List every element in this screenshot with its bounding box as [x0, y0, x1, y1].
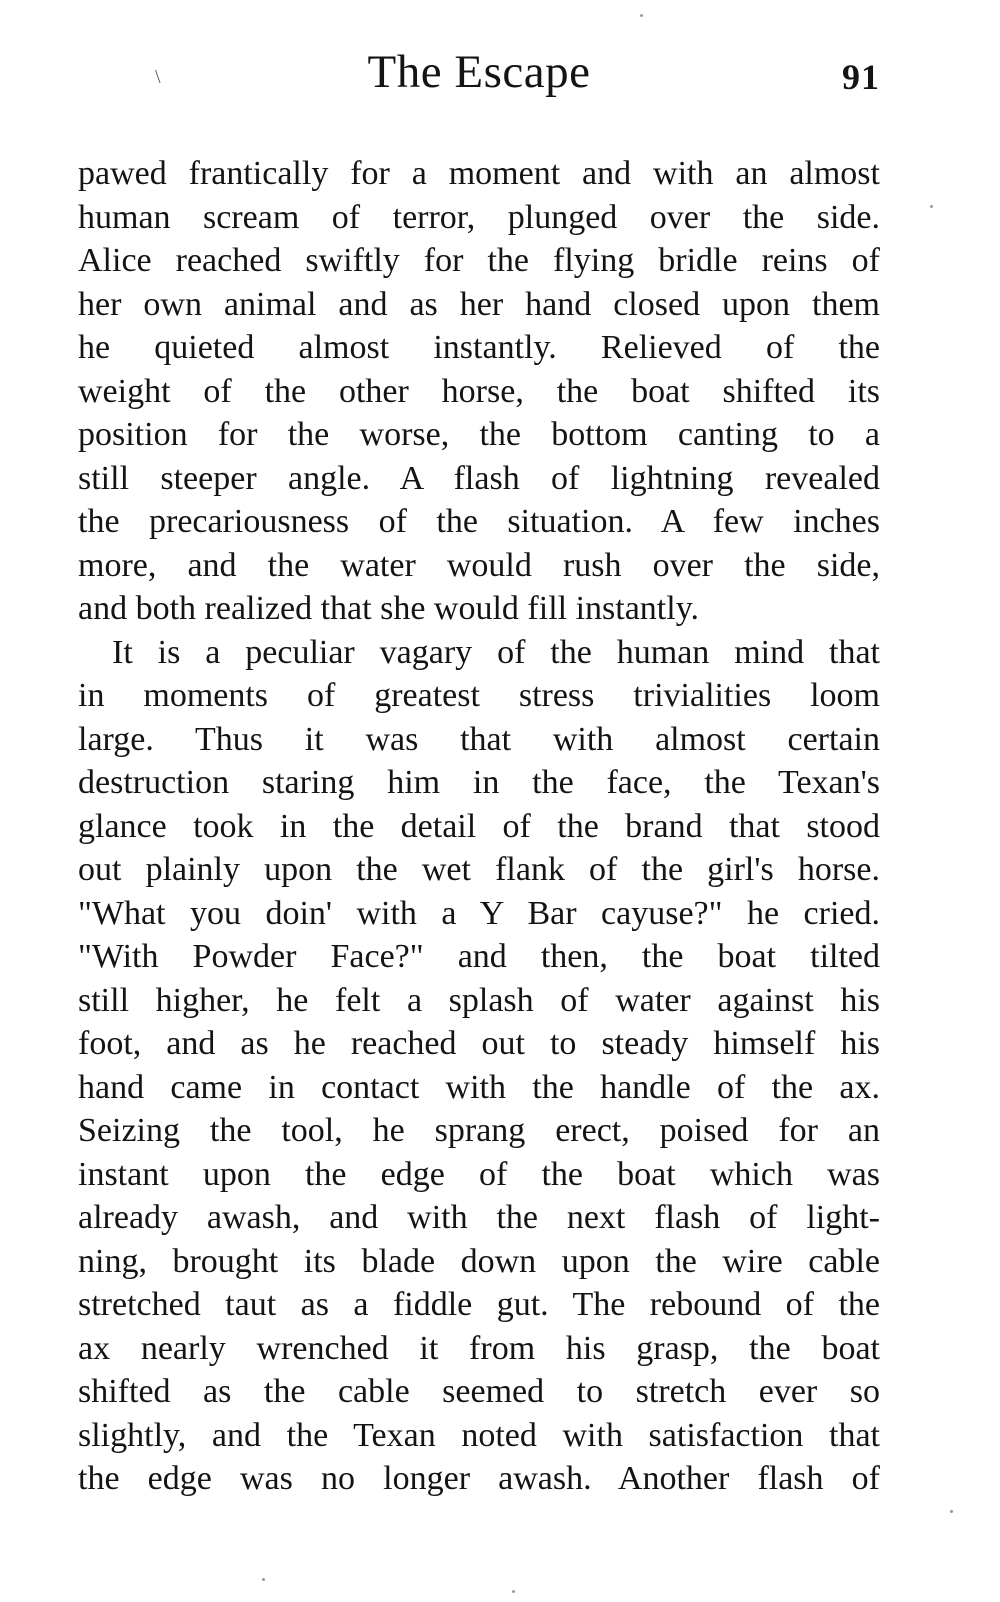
text-line: glance took in the detail of the brand that stood: [78, 807, 880, 845]
scan-speck: [262, 1578, 265, 1581]
text-line: "What you doin' with a Y Bar cayuse?" he cried.: [78, 894, 880, 932]
body-text: [78, 152, 880, 1501]
running-title: The Escape: [367, 46, 591, 98]
text-line: more, and the water would rush over the side,: [78, 546, 880, 584]
text-line: position for the worse, the bottom canting to a: [78, 416, 880, 453]
text-line: he quieted almost instantly. Relieved of the: [78, 329, 880, 366]
text-line: "With Powder Face?" and then, the boat tilted: [78, 938, 880, 975]
page-header: [78, 42, 880, 112]
text-line: and both realized that she would fill instantly.: [78, 590, 699, 627]
text-line: instant upon the edge of the boat which was: [78, 1155, 880, 1193]
page-number: 91: [842, 57, 880, 97]
stray-print-mark: \: [155, 66, 161, 88]
text-line: stretched taut as a fiddle gut. The rebound of the: [78, 1286, 880, 1323]
text-line: weight of the other horse, the boat shifted its: [78, 372, 880, 410]
paragraph-start-line: It is a peculiar vagary of the human mind that: [112, 633, 880, 671]
text-line: the edge was no longer awash. Another flash of: [78, 1460, 880, 1497]
scan-speck: [950, 1510, 953, 1513]
text-line: in moments of greatest stress trivialities loom: [78, 677, 880, 714]
text-line: shifted as the cable seemed to stretch ever so: [78, 1373, 880, 1410]
text-line: pawed frantically for a moment and with an almost: [78, 155, 880, 192]
text-line: destruction staring him in the face, the Texan's: [78, 764, 880, 801]
text-line: Alice reached swiftly for the flying bridle reins of: [78, 242, 880, 279]
text-line: her own animal and as her hand closed upon them: [78, 285, 880, 323]
text-line: ax nearly wrenched it from his grasp, the boat: [78, 1329, 880, 1367]
text-line: hand came in contact with the handle of the ax.: [78, 1068, 880, 1106]
scan-speck: [512, 1590, 515, 1593]
text-line: large. Thus it was that with almost certain: [78, 720, 880, 758]
scan-speck: [640, 14, 643, 17]
text-line: slightly, and the Texan noted with satisfaction that: [78, 1416, 880, 1454]
text-line: Seizing the tool, he sprang erect, poised for an: [78, 1112, 880, 1149]
text-line: the precariousness of the situation. A few inches: [78, 503, 880, 540]
text-line: out plainly upon the wet flank of the girl's horse.: [78, 851, 880, 888]
text-line: already awash, and with the next flash of light-: [78, 1199, 880, 1236]
text-line: foot, and as he reached out to steady himself his: [78, 1025, 880, 1062]
text-line: still steeper angle. A flash of lightning revealed: [78, 459, 880, 497]
text-line: ning, brought its blade down upon the wire cable: [78, 1242, 880, 1280]
text-line: still higher, he felt a splash of water against his: [78, 981, 880, 1019]
text-line: human scream of terror, plunged over the side.: [78, 198, 880, 236]
scan-speck: [930, 205, 933, 208]
